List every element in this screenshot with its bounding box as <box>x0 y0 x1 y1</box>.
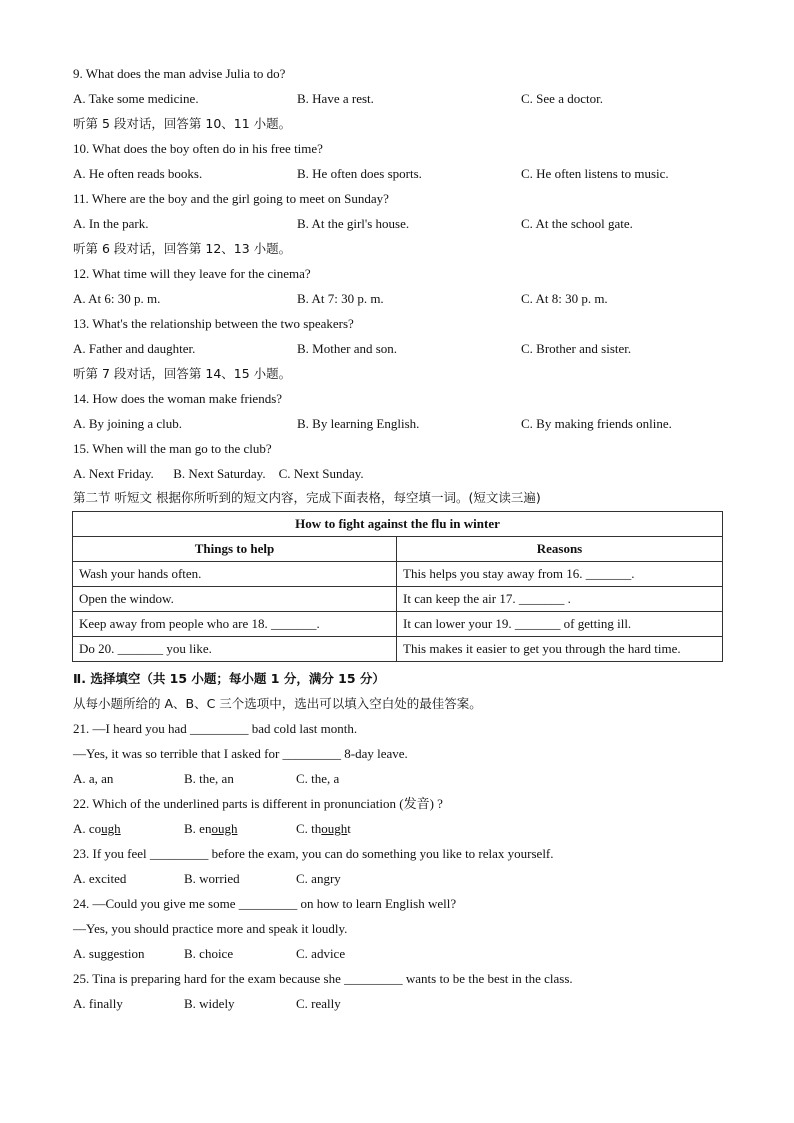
q10-option-a: A. He often reads books. <box>73 166 203 181</box>
table-row <box>73 562 723 587</box>
q13-option-c: C. Brother and sister. <box>521 341 632 356</box>
q11-option-b: B. At the girl's house. <box>297 216 410 231</box>
q10-option-b: B. He often does sports. <box>297 166 422 181</box>
q24-option-a: A. suggestion <box>73 946 145 961</box>
q22-stem: 22. Which of the underlined parts is different in pronunciation (发音) ? <box>73 796 443 811</box>
q14-option-a: A. By joining a club. <box>73 416 183 431</box>
table-cell-thing: Open the window. <box>73 587 397 612</box>
q25-option-c: C. really <box>296 996 341 1011</box>
q9-option-a: A. Take some medicine. <box>73 91 199 106</box>
section-7-instruction: 听第 7 段对话，回答第 14、15 小题。 <box>73 366 292 381</box>
q23-stem: 23. If you feel _________ before the exam, you can do something you like to relax yourself. <box>73 846 554 861</box>
q23-option-c: C. angry <box>296 871 341 886</box>
table-cell-reason: This makes it easier to get you through the hard time. <box>397 637 723 662</box>
q9-option-c: C. See a doctor. <box>521 91 603 106</box>
flu-table-header-things: Things to help <box>73 537 397 562</box>
q11-stem: 11. Where are the boy and the girl going to meet on Sunday? <box>73 191 389 206</box>
q14-option-b: B. By learning English. <box>297 416 420 431</box>
q15-stem: 15. When will the man go to the club? <box>73 441 272 456</box>
table-cell-thing: Wash your hands often. <box>73 562 397 587</box>
flu-table-title: How to fight against the flu in winter <box>73 512 723 537</box>
table-cell-thing: Do 20. _______ you like. <box>73 637 397 662</box>
table-row <box>73 587 723 612</box>
q15-options: A. Next Friday. B. Next Saturday. C. Next Sunday. <box>73 466 364 481</box>
flu-table-header-reasons: Reasons <box>397 537 723 562</box>
q22-option-a-prefix: A. co <box>73 821 102 836</box>
table-cell-reason: It can keep the air 17. _______ . <box>397 587 723 612</box>
q14-stem: 14. How does the woman make friends? <box>73 391 283 406</box>
q12-option-a: A. At 6: 30 p. m. <box>73 291 161 306</box>
q25-option-b: B. widely <box>184 996 235 1011</box>
q13-option-b: B. Mother and son. <box>297 341 398 356</box>
q12-option-b: B. At 7: 30 p. m. <box>297 291 384 306</box>
q13-stem: 13. What's the relationship between the two speakers? <box>73 316 354 331</box>
q24-option-c: C. advice <box>296 946 346 961</box>
q22-option-c-suffix: t <box>347 821 351 836</box>
section-6-instruction: 听第 6 段对话，回答第 12、13 小题。 <box>73 241 292 256</box>
q11-option-c: C. At the school gate. <box>521 216 633 231</box>
section-2-instruction: 从每小题所给的 A、B、C 三个选项中，选出可以填入空白处的最佳答案。 <box>73 696 482 711</box>
q9-stem: 9. What does the man advise Julia to do? <box>73 66 286 81</box>
q22-option-b <box>184 821 237 837</box>
q21-option-b: B. the, an <box>184 771 234 786</box>
q23-option-a: A. excited <box>73 871 127 886</box>
q22-option-a <box>73 821 121 837</box>
q25-stem: 25. Tina is preparing hard for the exam because she _________ wants to be the best in the class. <box>73 971 573 986</box>
section-5-instruction: 听第 5 段对话，回答第 10、11 小题。 <box>73 116 292 131</box>
q25-option-a: A. finally <box>73 996 123 1011</box>
q21-option-a: A. a, an <box>73 771 114 786</box>
q23-option-b: B. worried <box>184 871 240 886</box>
q13-option-a: A. Father and daughter. <box>73 341 196 356</box>
q10-option-c: C. He often listens to music. <box>521 166 669 181</box>
q10-stem: 10. What does the boy often do in his free time? <box>73 141 323 156</box>
q9-option-b: B. Have a rest. <box>297 91 374 106</box>
flu-table <box>72 511 723 662</box>
q21-option-c: C. the, a <box>296 771 340 786</box>
q22-option-b-underlined: ough <box>211 821 238 836</box>
table-cell-reason: This helps you stay away from 16. _______. <box>397 562 723 587</box>
q11-option-a: A. In the park. <box>73 216 149 231</box>
q24-line1: 24. —Could you give me some _________ on how to learn English well? <box>73 896 457 911</box>
table-row <box>73 612 723 637</box>
q22-option-c <box>296 821 351 837</box>
q14-option-c: C. By making friends online. <box>521 416 672 431</box>
listening-part2-heading: 第二节 听短文 根据你所听到的短文内容，完成下面表格，每空填一词。(短文读三遍) <box>73 490 541 505</box>
q12-stem: 12. What time will they leave for the cinema? <box>73 266 311 281</box>
q24-line2: —Yes, you should practice more and speak it loudly. <box>73 921 348 936</box>
q21-line2: —Yes, it was so terrible that I asked for _________ 8-day leave. <box>73 746 408 761</box>
table-cell-thing: Keep away from people who are 18. _______. <box>73 612 397 637</box>
q22-option-b-prefix: B. en <box>184 821 212 836</box>
section-2-heading: Ⅱ. 选择填空（共 15 小题；每小题 1 分，满分 15 分） <box>73 671 385 686</box>
q21-line1: 21. —I heard you had _________ bad cold last month. <box>73 721 358 736</box>
table-cell-reason: It can lower your 19. _______ of getting ill. <box>397 612 723 637</box>
q22-option-c-underlined: ough <box>321 821 348 836</box>
q22-option-c-prefix: C. th <box>296 821 322 836</box>
q12-option-c: C. At 8: 30 p. m. <box>521 291 608 306</box>
table-row <box>73 637 723 662</box>
q22-option-a-underlined: ugh <box>101 821 121 836</box>
q24-option-b: B. choice <box>184 946 234 961</box>
